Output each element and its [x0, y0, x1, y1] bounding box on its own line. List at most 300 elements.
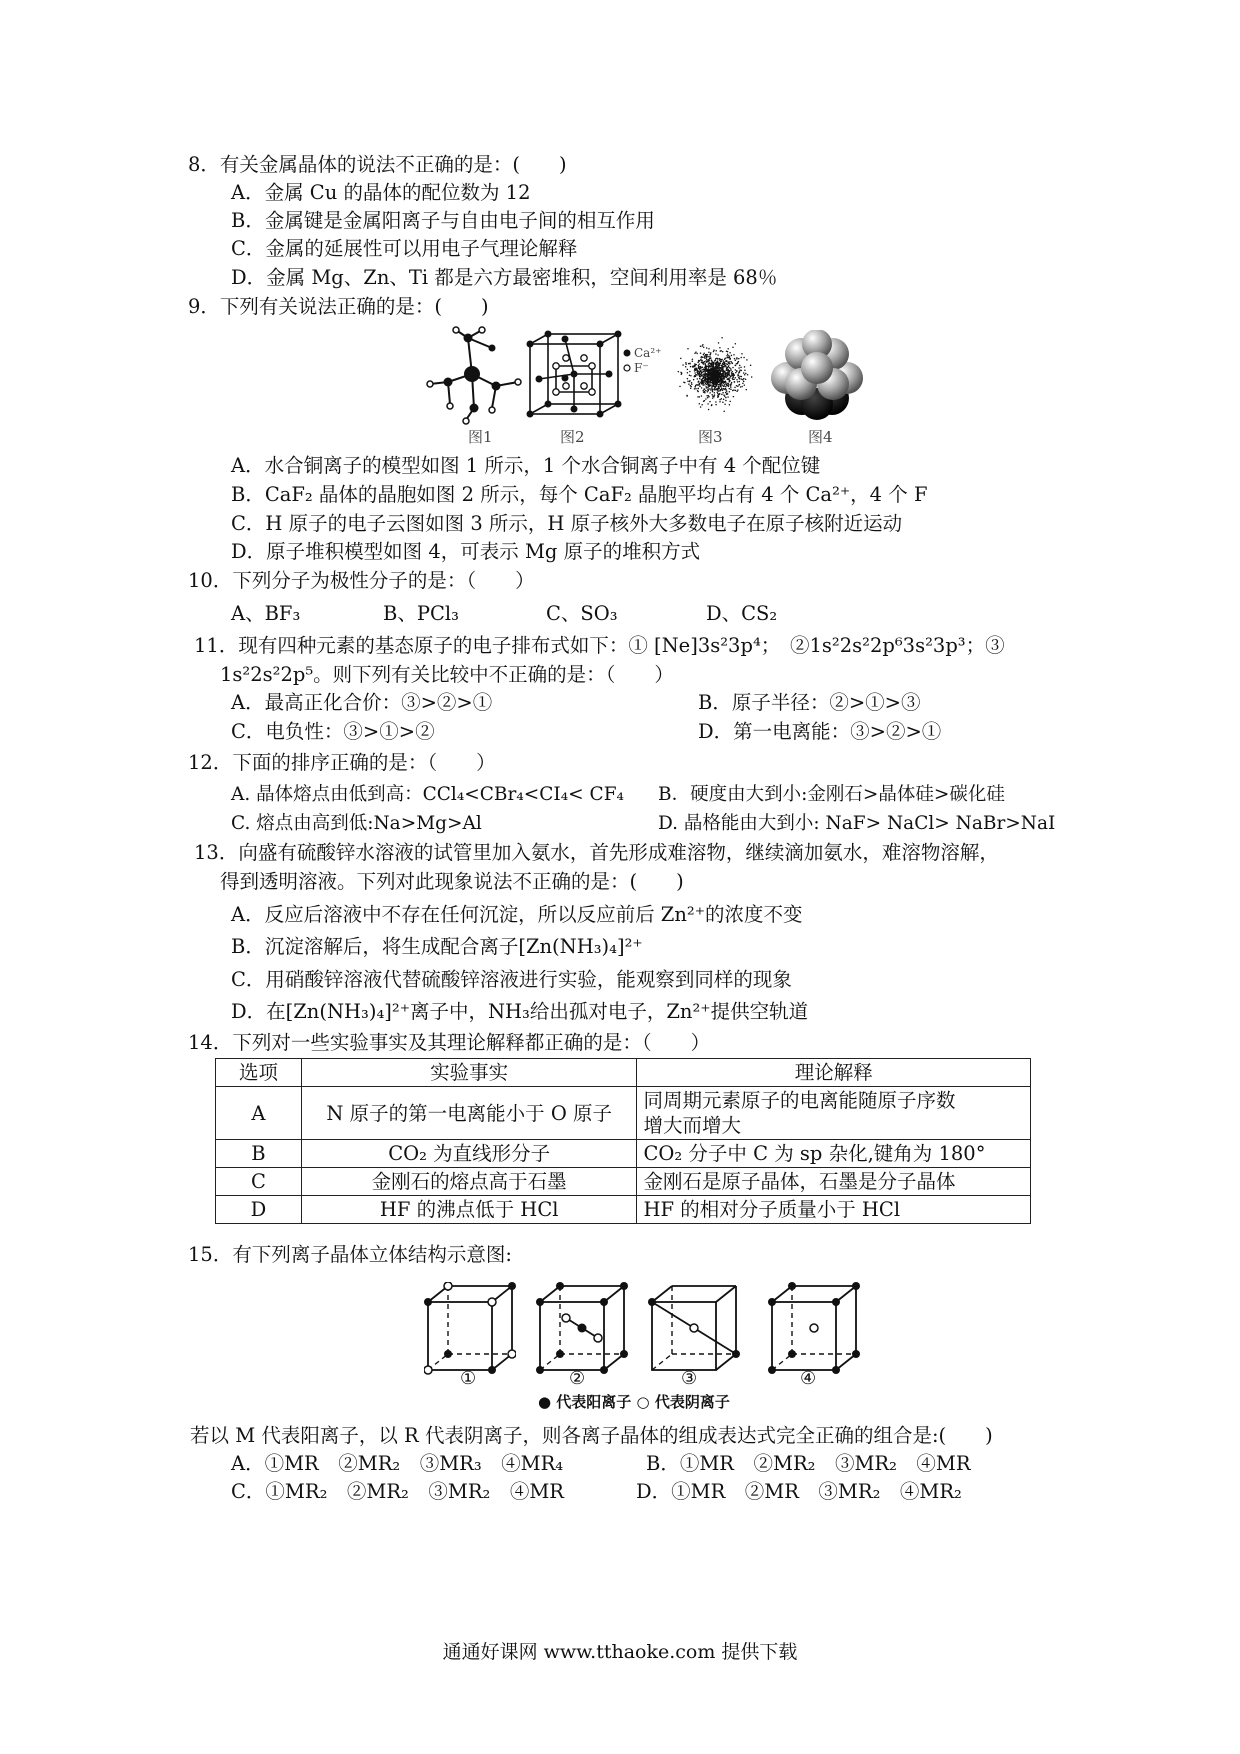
q8-option-b: B．金属键是金属阳离子与自由电子间的相互作用 — [231, 209, 655, 232]
electron-cloud-dot — [704, 364, 706, 366]
electron-cloud-dot — [719, 399, 721, 401]
electron-cloud-dot — [710, 363, 712, 365]
electron-cloud-dot — [704, 357, 706, 359]
electron-cloud-dot — [708, 363, 710, 365]
electron-cloud-dot — [695, 374, 697, 376]
electron-cloud-dot — [708, 395, 710, 397]
electron-cloud-dot — [732, 371, 734, 373]
electron-cloud-dot — [698, 365, 700, 367]
electron-cloud-dot — [718, 390, 720, 392]
q9-option-b: B．CaF₂ 晶体的晶胞如图 2 所示，每个 CaF₂ 晶胞平均占有 4 个 Ca²⁺，4 个 F — [231, 483, 928, 506]
electron-cloud-dot — [685, 366, 687, 368]
electron-cloud-dot — [728, 357, 730, 359]
electron-cloud-dot — [698, 388, 700, 390]
electron-cloud-dot — [735, 390, 737, 392]
crystal-structure-4 — [768, 1282, 860, 1378]
electron-cloud-dot — [715, 353, 717, 355]
electron-cloud-dot — [740, 357, 742, 359]
electron-cloud-dot — [701, 404, 703, 406]
electron-cloud-dot — [724, 382, 726, 384]
electron-cloud-dot — [728, 365, 730, 367]
electron-cloud-dot — [694, 388, 696, 390]
electron-cloud-dot — [691, 382, 693, 384]
electron-cloud-dot — [726, 368, 728, 370]
electron-cloud-dot — [719, 372, 721, 374]
electron-cloud-dot — [727, 348, 729, 350]
electron-cloud-dot — [723, 360, 725, 362]
electron-cloud-dot — [707, 375, 709, 377]
figure3-electron-cloud — [670, 330, 760, 420]
q8-option-c: C．金属的延展性可以用电子气理论解释 — [231, 237, 578, 260]
electron-cloud-dot — [720, 389, 722, 391]
electron-cloud-dot — [706, 359, 708, 361]
electron-cloud-dot — [707, 371, 709, 373]
electron-cloud-dot — [681, 373, 683, 375]
electron-cloud-dot — [712, 391, 714, 393]
electron-cloud-dot — [719, 347, 721, 349]
electron-cloud-dot — [722, 402, 724, 404]
electron-cloud-dot — [716, 372, 718, 374]
electron-cloud-dot — [733, 389, 735, 391]
electron-cloud-dot — [698, 384, 700, 386]
electron-cloud-dot — [719, 367, 721, 369]
electron-cloud-dot — [699, 360, 701, 362]
q8-option-d: D．金属 Mg、Zn、Ti 都是六方最密堆积，空间利用率是 68％ — [231, 266, 778, 289]
header-explanation: 理论解释 — [637, 1059, 1031, 1087]
electron-cloud-dot — [712, 383, 714, 385]
electron-cloud-dot — [727, 369, 729, 371]
electron-cloud-dot — [738, 367, 740, 369]
electron-cloud-dot — [733, 354, 735, 356]
electron-cloud-dot — [729, 404, 731, 406]
electron-cloud-dot — [725, 377, 727, 379]
figure4-atom-stacking-model — [768, 330, 866, 422]
electron-cloud-dot — [703, 388, 705, 390]
electron-cloud-dot — [696, 353, 698, 355]
electron-cloud-dot — [720, 382, 722, 384]
electron-cloud-dot — [740, 366, 742, 368]
electron-cloud-dot — [705, 360, 707, 362]
electron-cloud-dot — [725, 381, 727, 383]
electron-cloud-dot — [709, 370, 711, 372]
electron-cloud-dot — [726, 350, 728, 352]
electron-cloud-dot — [746, 359, 748, 361]
electron-cloud-dot — [708, 366, 710, 368]
electron-cloud-dot — [735, 359, 737, 361]
q10-stem: 10．下列分子为极性分子的是：（ ） — [188, 569, 535, 592]
electron-cloud-dot — [719, 393, 721, 395]
electron-cloud-dot — [699, 378, 701, 380]
electron-cloud-dot — [739, 369, 741, 371]
electron-cloud-dot — [714, 392, 716, 394]
electron-cloud-dot — [694, 365, 696, 367]
electron-cloud-dot — [703, 353, 705, 355]
electron-cloud-dot — [698, 374, 700, 376]
electron-cloud-dot — [709, 375, 711, 377]
electron-cloud-dot — [694, 386, 696, 388]
electron-cloud-dot — [687, 369, 689, 371]
row-fact: 金刚石的熔点高于石墨 — [301, 1168, 637, 1196]
electron-cloud-dot — [698, 363, 700, 365]
electron-cloud-dot — [746, 389, 748, 391]
electron-cloud-dot — [702, 390, 704, 392]
electron-cloud-dot — [728, 384, 730, 386]
electron-cloud-dot — [687, 372, 689, 374]
electron-cloud-dot — [704, 384, 706, 386]
electron-cloud-dot — [705, 383, 707, 385]
electron-cloud-dot — [721, 337, 723, 339]
electron-cloud-dot — [699, 396, 701, 398]
electron-cloud-dot — [730, 386, 732, 388]
electron-cloud-dot — [733, 396, 735, 398]
electron-cloud-dot — [736, 363, 738, 365]
q9-option-a: A．水合铜离子的模型如图 1 所示，1 个水合铜离子中有 4 个配位键 — [231, 454, 821, 477]
row-fact: HF 的沸点低于 HCl — [301, 1196, 637, 1224]
q8-stem: 8．有关金属晶体的说法不正确的是：( ) — [188, 153, 567, 176]
electron-cloud-dot — [738, 377, 740, 379]
electron-cloud-dot — [704, 361, 706, 363]
electron-cloud-dot — [680, 358, 682, 360]
electron-cloud-dot — [737, 385, 739, 387]
q11-option-b: B．原子半径：②>①>③ — [698, 691, 921, 714]
electron-cloud-dot — [735, 365, 737, 367]
electron-cloud-dot — [729, 380, 731, 382]
electron-cloud-dot — [742, 379, 744, 381]
electron-cloud-dot — [701, 345, 703, 347]
electron-cloud-dot — [744, 369, 746, 371]
electron-cloud-dot — [705, 354, 707, 356]
electron-cloud-dot — [697, 396, 699, 398]
electron-cloud-dot — [703, 354, 705, 356]
electron-cloud-dot — [731, 372, 733, 374]
electron-cloud-dot — [710, 366, 712, 368]
electron-cloud-dot — [725, 382, 727, 384]
electron-cloud-dot — [710, 379, 712, 381]
electron-cloud-dot — [709, 388, 711, 390]
electron-cloud-dot — [701, 360, 703, 362]
electron-cloud-dot — [726, 393, 728, 395]
electron-cloud-dot — [718, 363, 720, 365]
electron-cloud-dot — [715, 358, 717, 360]
electron-cloud-dot — [708, 360, 710, 362]
electron-cloud-dot — [724, 371, 726, 373]
electron-cloud-dot — [707, 387, 709, 389]
electron-cloud-dot — [730, 383, 732, 385]
row-option: D — [216, 1196, 302, 1224]
electron-cloud-dot — [705, 390, 707, 392]
row-fact: N 原子的第一电离能小于 O 原子 — [301, 1087, 637, 1140]
electron-cloud-dot — [712, 381, 714, 383]
electron-cloud-dot — [690, 366, 692, 368]
electron-cloud-dot — [729, 388, 731, 390]
electron-cloud-dot — [723, 385, 725, 387]
electron-cloud-dot — [716, 381, 718, 383]
figure1-hydrated-copper-ion — [420, 326, 530, 426]
electron-cloud-dot — [729, 370, 731, 372]
electron-cloud-dot — [716, 384, 718, 386]
q10-option-a: A、BF₃ — [231, 602, 301, 625]
electron-cloud-dot — [721, 398, 723, 400]
electron-cloud-dot — [721, 388, 723, 390]
electron-cloud-dot — [709, 385, 711, 387]
electron-cloud-dot — [706, 381, 708, 383]
electron-cloud-dot — [725, 386, 727, 388]
electron-cloud-dot — [702, 375, 704, 377]
q11-stem-line1: 11．现有四种元素的基态原子的电子排布式如下：① [Ne]3s²3p⁴； ②1s²2s²2p⁶3s²3p³；③ — [194, 634, 1005, 657]
electron-cloud-dot — [743, 378, 745, 380]
electron-cloud-dot — [727, 396, 729, 398]
electron-cloud-dot — [700, 382, 702, 384]
electron-cloud-dot — [741, 376, 743, 378]
electron-cloud-dot — [713, 349, 715, 351]
electron-cloud-dot — [731, 382, 733, 384]
table-row — [216, 1140, 1031, 1168]
structure-label-4: ④ — [800, 1368, 817, 1389]
electron-cloud-dot — [703, 371, 705, 373]
electron-cloud-dot — [713, 396, 715, 398]
electron-cloud-dot — [739, 376, 741, 378]
electron-cloud-dot — [711, 405, 713, 407]
electron-cloud-dot — [715, 375, 717, 377]
electron-cloud-dot — [705, 376, 707, 378]
electron-cloud-dot — [703, 369, 705, 371]
electron-cloud-dot — [722, 375, 724, 377]
electron-cloud-dot — [729, 367, 731, 369]
electron-cloud-dot — [736, 370, 738, 372]
electron-cloud-dot — [727, 356, 729, 358]
electron-cloud-dot — [710, 357, 712, 359]
electron-cloud-dot — [702, 378, 704, 380]
electron-cloud-dot — [717, 393, 719, 395]
electron-cloud-dot — [686, 395, 688, 397]
electron-cloud-dot — [715, 404, 717, 406]
row-option: A — [216, 1087, 302, 1140]
electron-cloud-dot — [729, 401, 731, 403]
electron-cloud-dot — [723, 366, 725, 368]
electron-cloud-dot — [714, 374, 716, 376]
row-option: C — [216, 1168, 302, 1196]
electron-cloud-dot — [730, 358, 732, 360]
electron-cloud-dot — [693, 379, 695, 381]
q12-option-c: C. 熔点由高到低:Na>Mg>Al — [231, 813, 482, 834]
electron-cloud-dot — [735, 377, 737, 379]
q10-option-b: B、PCl₃ — [383, 602, 459, 625]
electron-cloud-dot — [709, 381, 711, 383]
electron-cloud-dot — [698, 367, 700, 369]
electron-cloud-dot — [706, 373, 708, 375]
electron-cloud-dot — [707, 391, 709, 393]
electron-cloud-dot — [715, 363, 717, 365]
electron-cloud-dot — [709, 354, 711, 356]
electron-cloud-dot — [694, 363, 696, 365]
q15-option-b: B．①MR ②MR₂ ③MR₂ ④MR — [646, 1452, 971, 1475]
electron-cloud-dot — [703, 392, 705, 394]
figure3-caption: 图3 — [698, 428, 723, 446]
electron-cloud-dot — [707, 403, 709, 405]
electron-cloud-dot — [685, 363, 687, 365]
electron-cloud-dot — [727, 353, 729, 355]
electron-cloud-dot — [736, 379, 738, 381]
electron-cloud-dot — [706, 355, 708, 357]
electron-cloud-dot — [700, 406, 702, 408]
electron-cloud-dot — [731, 355, 733, 357]
electron-cloud-dot — [706, 366, 708, 368]
electron-cloud-dot — [721, 394, 723, 396]
crystal-structure-2 — [536, 1282, 628, 1378]
legend-f-ion: F⁻ — [634, 361, 649, 375]
electron-cloud-dot — [712, 378, 714, 380]
electron-cloud-dot — [724, 375, 726, 377]
electron-cloud-dot — [739, 381, 741, 383]
electron-cloud-dot — [744, 366, 746, 368]
electron-cloud-dot — [735, 343, 737, 345]
header-option: 选项 — [216, 1059, 302, 1087]
electron-cloud-dot — [706, 387, 708, 389]
electron-cloud-dot — [713, 384, 715, 386]
electron-cloud-dot — [720, 385, 722, 387]
electron-cloud-dot — [726, 360, 728, 362]
electron-cloud-dot — [717, 391, 719, 393]
electron-cloud-dot — [732, 376, 734, 378]
electron-cloud-dot — [717, 373, 719, 375]
electron-cloud-dot — [718, 388, 720, 390]
electron-cloud-dot — [721, 365, 723, 367]
electron-cloud-dot — [728, 379, 730, 381]
electron-cloud-dot — [743, 381, 745, 383]
electron-cloud-dot — [726, 355, 728, 357]
ion-legend: ● 代表阳离子 ○ 代表阴离子 — [538, 1393, 730, 1411]
electron-cloud-dot — [726, 390, 728, 392]
electron-cloud-dot — [712, 361, 714, 363]
row-fact: CO₂ 为直线形分子 — [301, 1140, 637, 1168]
electron-cloud-dot — [713, 389, 715, 391]
electron-cloud-dot — [718, 386, 720, 388]
electron-cloud-dot — [710, 389, 712, 391]
electron-cloud-dot — [707, 397, 709, 399]
electron-cloud-dot — [715, 401, 717, 403]
row-explanation-line1: 同周期元素原子的电离能随原子序数 — [643, 1089, 956, 1112]
electron-cloud-dot — [697, 391, 699, 393]
crystal-structure-1 — [424, 1282, 516, 1378]
electron-cloud-dot — [728, 355, 730, 357]
electron-cloud-dot — [732, 378, 734, 380]
electron-cloud-dot — [695, 364, 697, 366]
electron-cloud-dot — [723, 388, 725, 390]
q12-stem: 12．下面的排序正确的是：（ ） — [188, 751, 496, 774]
electron-cloud-dot — [751, 376, 753, 378]
electron-cloud-dot — [714, 379, 716, 381]
electron-cloud-dot — [694, 370, 696, 372]
figure1-caption: 图1 — [468, 428, 493, 446]
electron-cloud-dot — [697, 378, 699, 380]
electron-cloud-dot — [704, 374, 706, 376]
electron-cloud-dot — [701, 362, 703, 364]
q14-stem: 14．下列对一些实验事实及其理论解释都正确的是：（ ） — [188, 1031, 711, 1054]
electron-cloud-dot — [718, 379, 720, 381]
q11-option-a: A．最高正化合价：③>②>① — [231, 691, 493, 714]
electron-cloud-dot — [714, 386, 716, 388]
electron-cloud-dot — [678, 371, 680, 373]
electron-cloud-dot — [699, 373, 701, 375]
electron-cloud-dot — [717, 354, 719, 356]
electron-cloud-dot — [689, 371, 691, 373]
electron-cloud-dot — [705, 398, 707, 400]
electron-cloud-dot — [727, 383, 729, 385]
electron-cloud-dot — [717, 361, 719, 363]
electron-cloud-dot — [735, 369, 737, 371]
electron-cloud-dot — [711, 375, 713, 377]
electron-cloud-dot — [734, 387, 736, 389]
electron-cloud-dot — [727, 364, 729, 366]
electron-cloud-dot — [711, 360, 713, 362]
row-explanation: CO₂ 分子中 C 为 sp 杂化,键角为 180° — [637, 1140, 1031, 1168]
electron-cloud-dot — [712, 390, 714, 392]
q11-stem-line2: 1s²2s²2p⁵。则下列有关比较中不正确的是：（ ） — [220, 663, 674, 686]
electron-cloud-dot — [738, 358, 740, 360]
electron-cloud-dot — [700, 376, 702, 378]
electron-cloud-dot — [724, 361, 726, 363]
electron-cloud-dot — [725, 392, 727, 394]
electron-cloud-dot — [687, 381, 689, 383]
row-explanation-line2: 增大而增大 — [643, 1114, 741, 1137]
figure2-caf2-unit-cell — [526, 330, 626, 424]
electron-cloud-dot — [732, 363, 734, 365]
electron-cloud-dot — [716, 379, 718, 381]
electron-cloud-dot — [708, 377, 710, 379]
page-footer: 通通好课网 www.tthaoke.com 提供下载 — [442, 1641, 798, 1663]
electron-cloud-dot — [728, 361, 730, 363]
electron-cloud-dot — [690, 375, 692, 377]
electron-cloud-dot — [722, 367, 724, 369]
electron-cloud-dot — [737, 381, 739, 383]
electron-cloud-dot — [750, 365, 752, 367]
electron-cloud-dot — [708, 362, 710, 364]
electron-cloud-dot — [725, 373, 727, 375]
q13-option-d: D．在[Zn(NH₃)₄]²⁺离子中，NH₃给出孤对电子，Zn²⁺提供空轨道 — [231, 1000, 809, 1023]
electron-cloud-dot — [698, 380, 700, 382]
electron-cloud-dot — [736, 391, 738, 393]
electron-cloud-dot — [741, 353, 743, 355]
electron-cloud-dot — [745, 373, 747, 375]
electron-cloud-dot — [714, 382, 716, 384]
electron-cloud-dot — [723, 378, 725, 380]
electron-cloud-dot — [687, 378, 689, 380]
electron-cloud-dot — [700, 366, 702, 368]
electron-cloud-dot — [700, 371, 702, 373]
table-row — [216, 1168, 1031, 1196]
electron-cloud-dot — [720, 380, 722, 382]
electron-cloud-dot — [727, 375, 729, 377]
q15-stem: 15．有下列离子晶体立体结构示意图: — [188, 1243, 512, 1266]
q15-option-d: D．①MR ②MR ③MR₂ ④MR₂ — [636, 1480, 962, 1503]
electron-cloud-dot — [741, 386, 743, 388]
q9-stem: 9．下列有关说法正确的是：( ) — [188, 295, 489, 318]
electron-cloud-dot — [726, 369, 728, 371]
electron-cloud-dot — [685, 362, 687, 364]
figure2-caption: 图2 — [560, 428, 585, 446]
electron-cloud-dot — [723, 398, 725, 400]
electron-cloud-dot — [710, 372, 712, 374]
electron-cloud-dot — [739, 365, 741, 367]
table-row — [216, 1196, 1031, 1224]
electron-cloud-dot — [729, 352, 731, 354]
electron-cloud-dot — [692, 358, 694, 360]
electron-cloud-dot — [712, 365, 714, 367]
electron-cloud-dot — [739, 371, 741, 373]
electron-cloud-dot — [725, 400, 727, 402]
electron-cloud-dot — [727, 379, 729, 381]
q14-table — [215, 1058, 1031, 1224]
